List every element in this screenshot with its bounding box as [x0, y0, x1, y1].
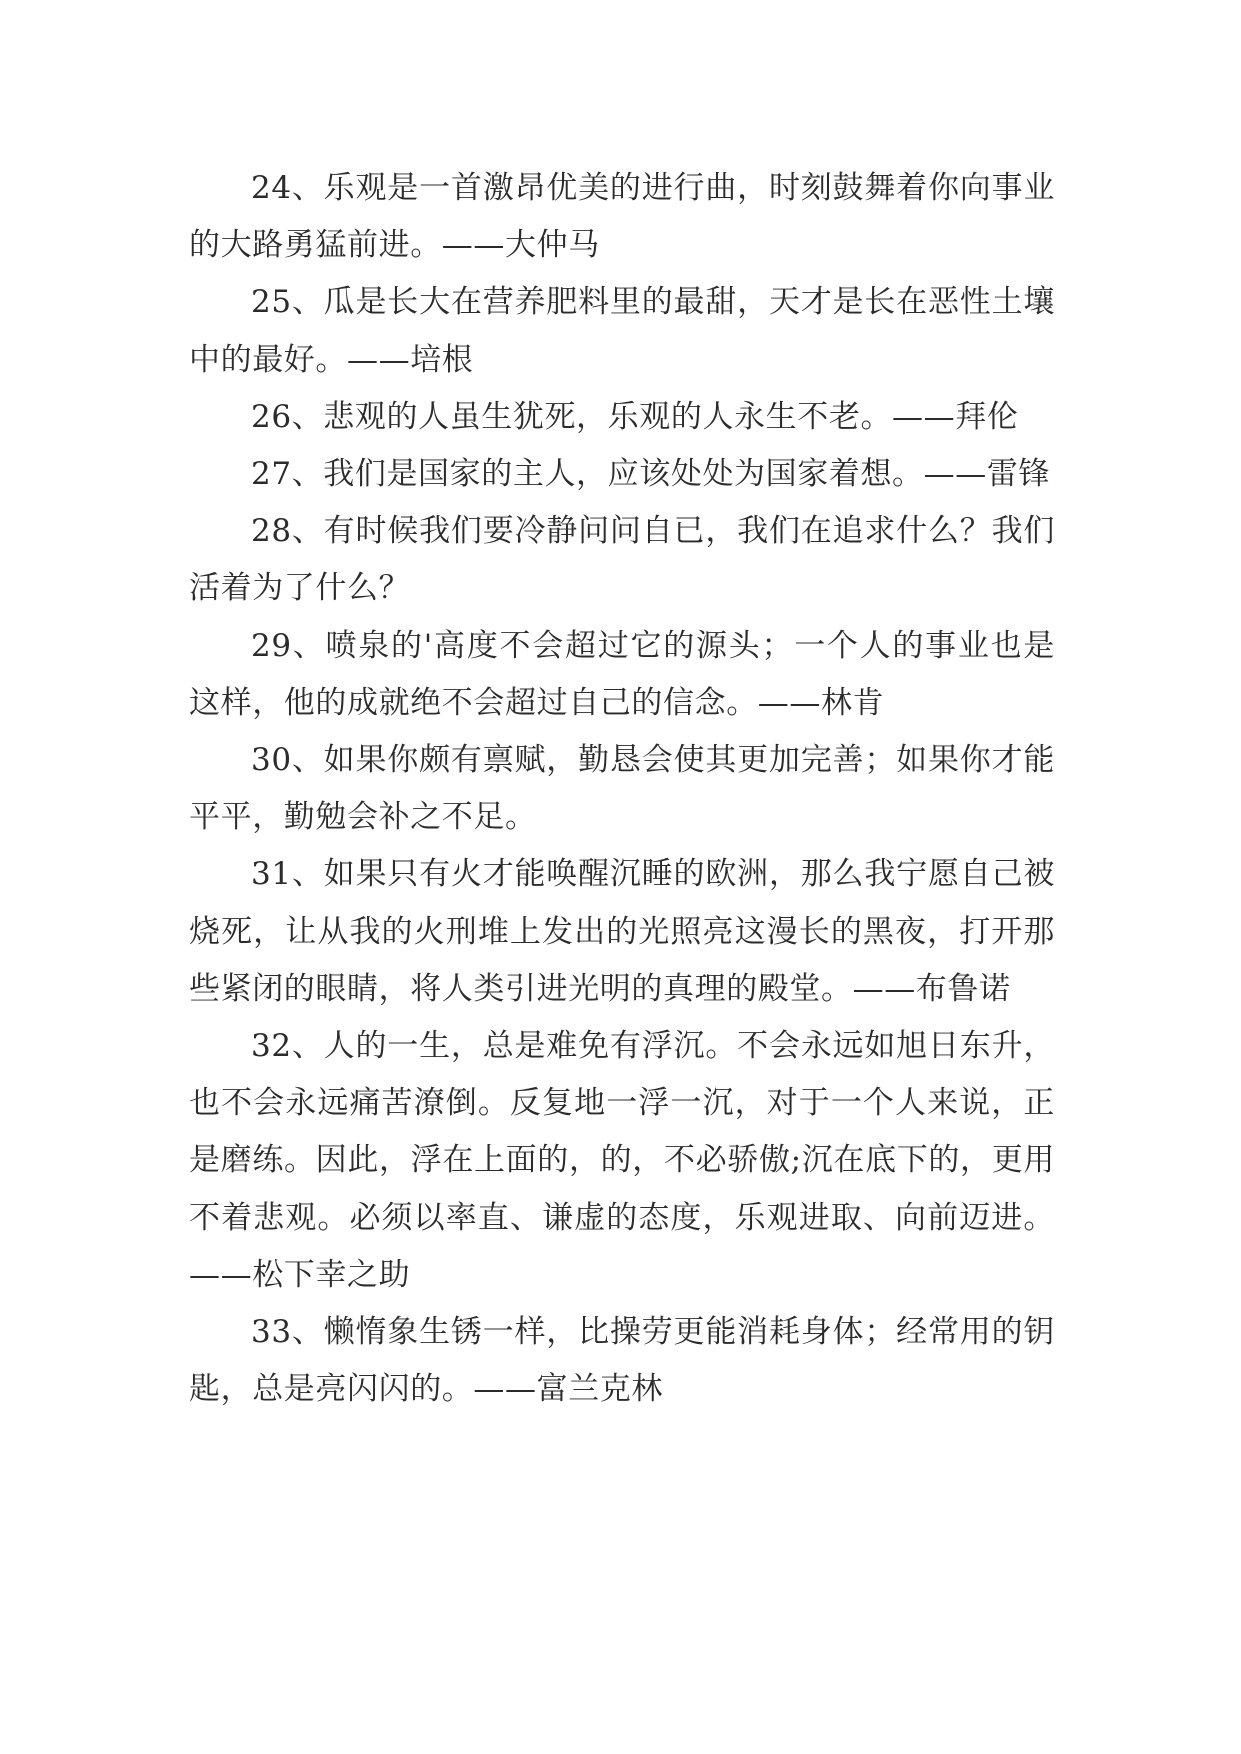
quote-text: 28、有时候我们要冷静问问自已，我们在追求什么？我们活着为了什么？ — [189, 513, 1055, 607]
quote-paragraph-24 — [189, 160, 1055, 274]
quote-text: 30、如果你颇有禀赋，勤恳会使其更加完善；如果你才能平平，勤勉会补之不足。 — [189, 742, 1055, 836]
quote-paragraph-27 — [189, 446, 1055, 503]
quote-text: 32、人的一生，总是难免有浮沉。不会永远如旭日东升，也不会永远痛苦潦倒。反复地一浮一沉，对于一个人来说，正是磨练。因此，浮在上面的，的，不必骄傲;沉在底下的，更用不着悲观。必须以率直、谦虚的态度，乐观进取、向前迈进。——松下幸之助 — [189, 1028, 1055, 1293]
quote-text: 29、喷泉的'高度不会超过它的源头；一个人的事业也是这样，他的成就绝不会超过自己的信念。——林肯 — [189, 627, 1055, 721]
quote-text: 24、乐观是一首激昂优美的进行曲，时刻鼓舞着你向事业的大路勇猛前进。——大仲马 — [189, 170, 1055, 264]
quote-paragraph-26 — [189, 389, 1055, 446]
quote-text: 27、我们是国家的主人，应该处处为国家着想。——雷锋 — [251, 456, 1051, 493]
quote-paragraph-28 — [189, 503, 1055, 617]
quote-text: 25、瓜是长大在营养肥料里的最甜，天才是长在恶性土壤中的最好。——培根 — [189, 284, 1055, 378]
document-body — [189, 160, 1055, 1418]
quote-paragraph-33 — [189, 1304, 1055, 1418]
quote-text: 31、如果只有火才能唤醒沉睡的欧洲，那么我宁愿自己被烧死，让从我的火刑堆上发出的光照亮这漫长的黑夜，打开那些紧闭的眼睛，将人类引进光明的真理的殿堂。——布鲁诺 — [189, 856, 1055, 1007]
quote-paragraph-29 — [189, 618, 1055, 732]
quote-paragraph-32 — [189, 1018, 1055, 1304]
quote-paragraph-25 — [189, 274, 1055, 388]
quote-paragraph-31 — [189, 846, 1055, 1018]
quote-paragraph-30 — [189, 732, 1055, 846]
quote-text: 26、悲观的人虽生犹死，乐观的人永生不老。——拜伦 — [251, 398, 1019, 435]
quote-text: 33、懒惰象生锈一样，比操劳更能消耗身体；经常用的钥匙，总是亮闪闪的。——富兰克林 — [189, 1314, 1055, 1408]
